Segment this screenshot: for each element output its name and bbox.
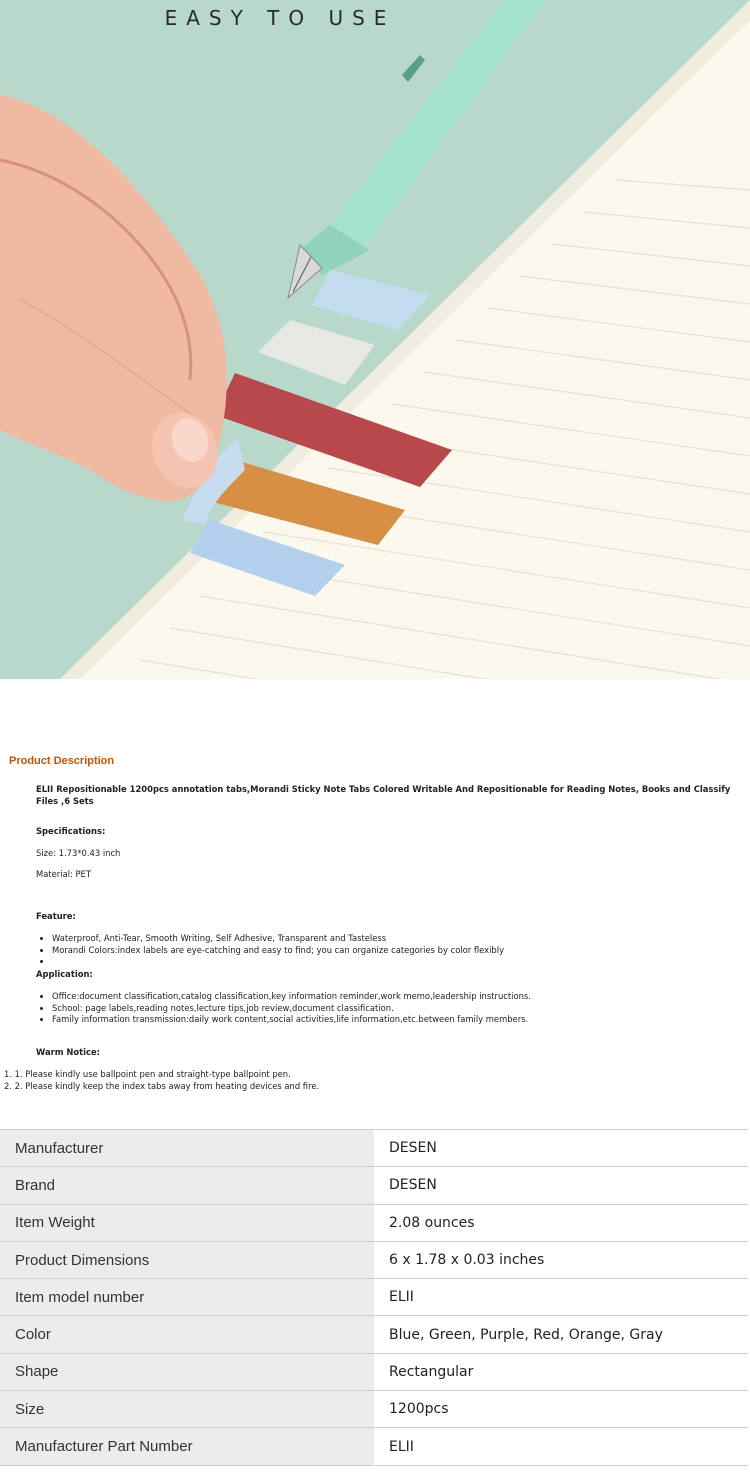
product-details-table bbox=[0, 1129, 748, 1466]
application-item: • Office:document classification,catalog classification,key information reminder,work memo,leadership instructions. bbox=[52, 991, 732, 1003]
table-row bbox=[0, 1391, 748, 1428]
table-row bbox=[0, 1130, 748, 1167]
spec-label: Manufacturer Part Number bbox=[0, 1428, 374, 1465]
feature-item: • Waterproof, Anti-Tear, Smooth Writing, Self Adhesive, Transparent and Tasteless bbox=[52, 933, 732, 945]
feature-list bbox=[36, 933, 732, 968]
spec-value: ELII bbox=[374, 1279, 748, 1316]
spec-label: Shape bbox=[0, 1353, 374, 1390]
table-row bbox=[0, 1279, 748, 1316]
spec-label: Product Dimensions bbox=[0, 1241, 374, 1278]
material-line: Material: PET bbox=[36, 869, 91, 879]
spec-value: ELII bbox=[374, 1428, 748, 1465]
warm-notice-list bbox=[4, 1069, 684, 1092]
product-description-heading: Product Description bbox=[9, 755, 115, 767]
spec-label: Item Weight bbox=[0, 1204, 374, 1241]
notice-text: 2. Please kindly keep the index tabs away from heating devices and fire. bbox=[14, 1080, 320, 1091]
size-line: Size: 1.73*0.43 inch bbox=[36, 848, 121, 858]
application-label: Application: bbox=[36, 969, 93, 979]
application-item: • School: page labels,reading notes,lecture tips,job review,document classification. bbox=[52, 1003, 732, 1015]
table-row bbox=[0, 1316, 748, 1353]
table-row bbox=[0, 1241, 748, 1278]
hero-caption: EASY TO USE bbox=[164, 6, 396, 30]
spec-value: 2.08 ounces bbox=[374, 1204, 748, 1241]
application-list bbox=[36, 991, 732, 1026]
hero-illustration bbox=[0, 0, 750, 679]
product-title: ELII Repositionable 1200pcs annotation tabs,Morandi Sticky Note Tabs Colored Writable And Repositionable for Reading Notes, Books and Classify Files ,6 Sets bbox=[36, 784, 731, 806]
notice-text: 1. Please kindly use ballpoint pen and straight-type ballpoint pen. bbox=[14, 1069, 291, 1079]
warm-notice-label: Warm Notice: bbox=[36, 1047, 100, 1057]
spec-value: Blue, Green, Purple, Red, Orange, Gray bbox=[374, 1316, 748, 1353]
spec-value: Rectangular bbox=[374, 1353, 748, 1390]
spec-value: DESEN bbox=[374, 1130, 748, 1167]
table-row bbox=[0, 1428, 748, 1465]
spec-label: Brand bbox=[0, 1167, 374, 1204]
specifications-label: Specifications: bbox=[36, 826, 106, 836]
table-row bbox=[0, 1353, 748, 1390]
feature-item: • Morandi Colors:index labels are eye-catching and easy to find; you can organize categories by color flexibly bbox=[52, 945, 732, 957]
product-hero-image bbox=[0, 0, 750, 679]
table-row bbox=[0, 1167, 748, 1204]
spec-label: Item model number bbox=[0, 1279, 374, 1316]
notice-item bbox=[4, 1069, 684, 1081]
spec-value: 1200pcs bbox=[374, 1391, 748, 1428]
feature-label: Feature: bbox=[36, 911, 76, 921]
spec-label: Size bbox=[0, 1391, 374, 1428]
application-item: • Family information transmission:daily work content,social activities,life information,etc.between family members. bbox=[52, 1014, 732, 1026]
spec-label: Color bbox=[0, 1316, 374, 1353]
spec-label: Manufacturer bbox=[0, 1130, 374, 1167]
spec-value: 6 x 1.78 x 0.03 inches bbox=[374, 1241, 748, 1278]
notice-item bbox=[4, 1081, 684, 1093]
spec-value: DESEN bbox=[374, 1167, 748, 1204]
feature-item bbox=[52, 956, 732, 968]
table-row bbox=[0, 1204, 748, 1241]
